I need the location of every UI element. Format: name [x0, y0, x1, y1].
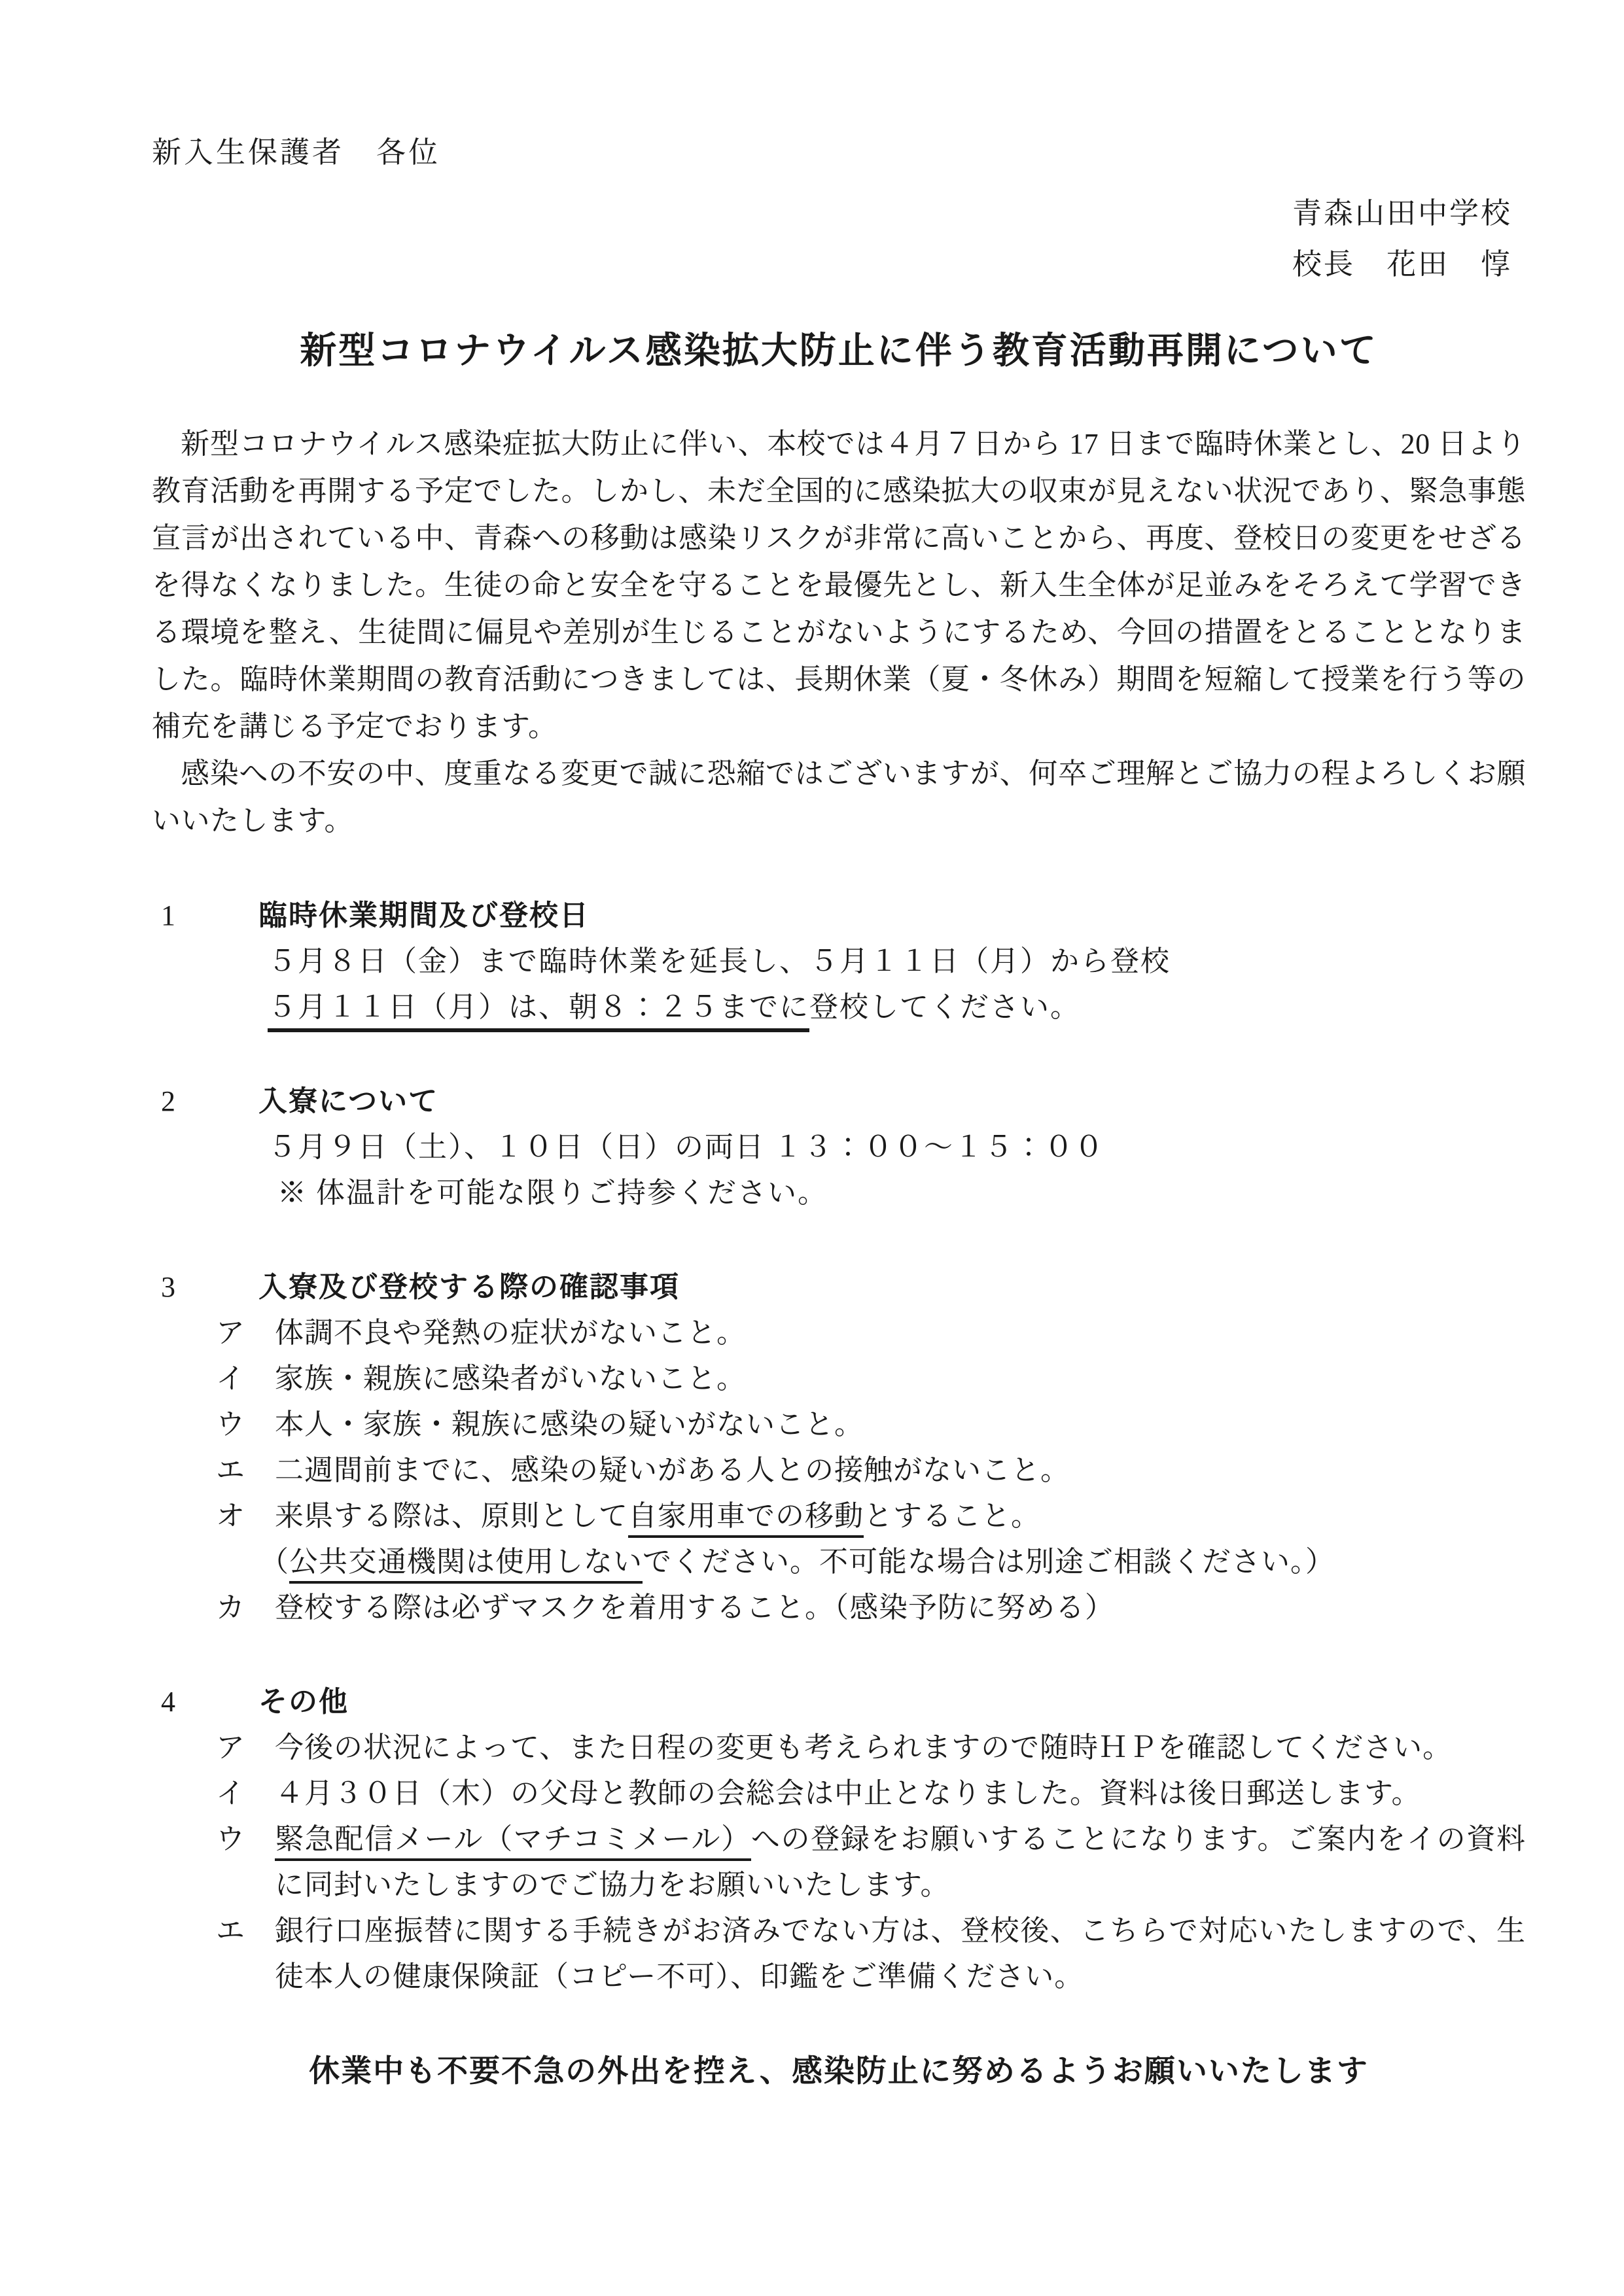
list-item: [152, 1771, 1526, 1817]
intro-paragraphs: [152, 421, 1526, 844]
item-label: ウ: [216, 1823, 245, 1855]
sender-school: 青森山田中学校: [1292, 197, 1513, 230]
item-text: 体調不良や発熱の症状がないこと。: [275, 1317, 746, 1349]
item-label: ア: [216, 1317, 245, 1349]
item-text: 二週間前までに、感染の疑いがある人との接触がないこと。: [275, 1454, 1070, 1486]
item-text: 登校する際は必ずマスクを着用すること。（感染予防に努める）: [275, 1592, 1114, 1624]
item-text-post: への登録をお願いすることになります。ご案内をイの資料に同封いたしますのでご協力をお願いいたします。: [275, 1823, 1526, 1901]
footer-notice: 休業中も不要不急の外出を控え、感染防止に努めるようお願いいたします: [309, 2053, 1369, 2088]
item-parenthetical-note: [260, 1539, 1526, 1585]
sender-block: [1292, 188, 1526, 290]
list-item: [152, 1817, 1526, 1908]
section-1-line-1: ５月８日（金）まで臨時休業を延長し、５月１１日（月）から登校: [268, 945, 1171, 977]
section-3-heading-row: [152, 1264, 1526, 1310]
item-label: カ: [216, 1592, 245, 1624]
item-label: エ: [216, 1915, 245, 1947]
item-text: 今後の状況によって、また日程の変更も考えられますので随時ＨＰを確認してください。: [275, 1731, 1453, 1764]
section-2-number: 2: [161, 1085, 175, 1117]
item-text: 銀行口座振替に関する手続きがお済みでない方は、登校後、こちらで対応いたしますので、生徒本人の健康保険証（コピー不可）、印鑑をご準備ください。: [275, 1915, 1526, 1992]
underline-emphasis: 公共交通機関は使用しない: [289, 1546, 643, 1584]
section-2: [152, 1079, 1526, 1216]
section-2-heading-row: [152, 1079, 1526, 1124]
list-item: [152, 1585, 1526, 1631]
paren-post: でください。不可能な場合は別途ご相談ください。）: [643, 1546, 1335, 1578]
item-text: [275, 1817, 1526, 1908]
section-4-number: 4: [161, 1686, 175, 1718]
section-4-heading-row: [152, 1679, 1526, 1725]
section-2-heading: 入寮について: [258, 1085, 439, 1117]
section-1: [152, 893, 1526, 1030]
item-text: 家族・親族に感染者がいないこと。: [275, 1363, 746, 1395]
section-4: [152, 1679, 1526, 2000]
item-label: イ: [216, 1777, 245, 1809]
item-text: 本人・家族・親族に感染の疑いがないこと。: [275, 1408, 864, 1440]
list-item: [152, 1493, 1526, 1539]
section-1-heading: 臨時休業期間及び登校日: [258, 899, 590, 931]
item-label: ア: [216, 1731, 245, 1764]
document-title: 新型コロナウイルス感染拡大防止に伴う教育活動再開について: [300, 330, 1378, 371]
section-1-heading-row: [152, 893, 1526, 939]
section-3-heading: 入寮及び登校する際の確認事項: [258, 1271, 680, 1303]
section-1-line-2: [268, 984, 1526, 1030]
underline-emphasis: 自家用車での移動: [628, 1500, 864, 1538]
section-4-heading: その他: [258, 1686, 349, 1718]
section-2-line-1: ５月９日（土）、１０日（日）の両日 １３：００～１５：００: [268, 1131, 1104, 1163]
intro-paragraph-2: 感染への不安の中、度重なる変更で誠に恐縮ではございますが、何卒ご理解とご協力の程よろしくお願いいたします。: [152, 757, 1526, 837]
list-item: [152, 1402, 1526, 1448]
section-1-line-2-rest: 登校してください。: [809, 991, 1080, 1023]
list-item: [152, 1448, 1526, 1493]
section-1-number: 1: [161, 899, 175, 931]
item-text: ４月３０日（木）の父母と教師の会総会は中止となりました。資料は後日郵送します。: [275, 1777, 1421, 1809]
section-3-number: 3: [161, 1271, 175, 1303]
item-label: エ: [216, 1454, 245, 1486]
sender-principal: 校長 花田 惇: [1292, 248, 1513, 281]
list-item: [152, 1725, 1526, 1771]
item-text: [275, 1493, 1526, 1539]
item-label: イ: [216, 1363, 245, 1395]
underline-emphasis: 緊急配信メール（マチコミメール）: [275, 1823, 751, 1861]
paren-pre: （: [260, 1546, 289, 1578]
recipient-line: 新入生保護者 各位: [152, 136, 441, 169]
item-text-post: とすること。: [864, 1500, 1040, 1532]
section-2-note: ※ 体温計を可能な限りご持参ください。: [277, 1177, 828, 1209]
list-item: [152, 1356, 1526, 1402]
intro-paragraph-1: 新型コロナウイルス感染症拡大防止に伴い、本校では４月７日から 17 日まで臨時休業とし、20 日より教育活動を再開する予定でした。しかし、未だ全国的に感染拡大の収束が見えない状況であり、緊急事態宣言が出されている中、青森への移動は感染リスクが非常に高いことから、再度、登校日の変更をせざるを得なくなりました。生徒の命と安全を守ることを最優先とし、新入生全体が足並みをそろえて学習できる環境を整え、生徒間に偏見や差別が生じることがないようにするため、今回の措置をとることとなりました。臨時休業期間の教育活動につきましては、長期休業（夏・冬休み）期間を短縮して授業を行う等の補充を講じる予定でおります。: [152, 428, 1526, 742]
item-label: ウ: [216, 1408, 245, 1440]
list-item: [152, 1310, 1526, 1356]
list-item: [152, 1908, 1526, 2000]
section-3: [152, 1264, 1526, 1631]
underline-emphasis: ５月１１日（月）は、朝８：２５までに: [268, 991, 809, 1032]
item-text-pre: 来県する際は、原則として: [275, 1500, 628, 1532]
item-label: オ: [216, 1500, 245, 1532]
